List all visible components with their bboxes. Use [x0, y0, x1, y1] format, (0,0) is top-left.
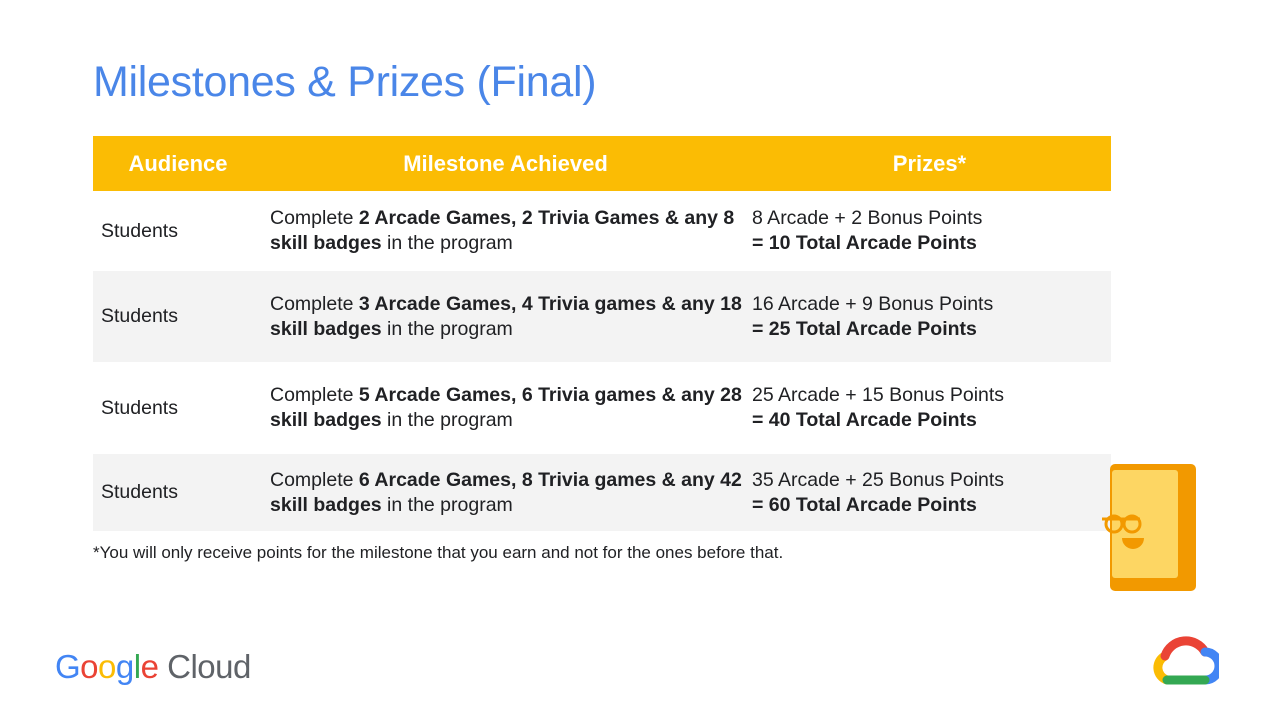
- prize-cell: [748, 191, 1111, 271]
- header-prizes: Prizes*: [748, 136, 1111, 191]
- audience-cell: Students: [101, 219, 178, 242]
- prize-breakdown: 35 Arcade + 25 Bonus Points: [752, 468, 1005, 491]
- milestone-cell: [263, 271, 748, 362]
- prize-total: = 10 Total Arcade Points: [752, 232, 977, 254]
- slide-title: Milestones & Prizes (Final): [93, 58, 597, 106]
- footnote: *You will only receive points for the milestone that you earn and not for the ones before that.: [93, 543, 784, 562]
- milestone-text: in the program: [381, 409, 513, 431]
- milestone-bold: 6 Arcade Games, 8 Trivia games & any 42 skill badges: [270, 468, 742, 516]
- milestone-bold: 2 Arcade Games, 2 Trivia Games & any 8 skill badges: [270, 207, 735, 254]
- header-audience: Audience: [93, 136, 263, 191]
- logo-letter: e: [140, 648, 159, 685]
- table-row: [93, 362, 1111, 454]
- milestone-text: Complete: [270, 292, 359, 315]
- milestone-bold: 3 Arcade Games, 4 Trivia games & any 18 skill badges: [270, 292, 742, 340]
- prize-total: = 25 Total Arcade Points: [752, 317, 977, 340]
- logo-letter: o: [98, 648, 116, 685]
- milestone-text: in the program: [381, 317, 513, 340]
- logo-letter: l: [133, 648, 141, 685]
- prize-total: = 40 Total Arcade Points: [752, 409, 977, 431]
- prize-breakdown: 16 Arcade + 9 Bonus Points: [752, 292, 994, 315]
- table-row: [93, 454, 1111, 531]
- milestone-bold: 5 Arcade Games, 6 Trivia games & any 28 skill badges: [270, 384, 742, 431]
- prize-cell: [748, 454, 1111, 531]
- google-cloud-logo: [55, 648, 251, 686]
- prize-cell: [748, 362, 1111, 454]
- milestone-cell: [263, 454, 748, 531]
- table-header-row: [93, 136, 1111, 191]
- milestone-cell: [263, 362, 748, 454]
- milestone-text: in the program: [381, 493, 513, 516]
- prize-breakdown: 8 Arcade + 2 Bonus Points: [752, 207, 983, 229]
- table-row: [93, 191, 1111, 271]
- prize-total: = 60 Total Arcade Points: [752, 493, 977, 516]
- milestones-table: [93, 136, 1111, 531]
- table-row: [93, 271, 1111, 362]
- header-milestone: Milestone Achieved: [263, 136, 748, 191]
- logo-word: Cloud: [167, 648, 251, 685]
- milestone-text: Complete: [270, 468, 359, 491]
- logo-letter: G: [55, 648, 81, 685]
- google-cloud-icon: [1153, 634, 1219, 688]
- audience-cell: Students: [93, 454, 263, 531]
- audience-cell: Students: [93, 271, 263, 362]
- prize-breakdown: 25 Arcade + 15 Bonus Points: [752, 384, 1005, 406]
- milestone-cell: [263, 191, 748, 271]
- logo-letter: g: [115, 648, 134, 685]
- audience-cell: Students: [101, 396, 178, 419]
- milestone-text: Complete: [270, 207, 359, 229]
- mascot-character-icon: [1100, 462, 1200, 594]
- milestone-text: Complete: [270, 384, 359, 406]
- logo-letter: o: [80, 648, 99, 685]
- prize-cell: [748, 271, 1111, 362]
- milestone-text: in the program: [381, 232, 513, 254]
